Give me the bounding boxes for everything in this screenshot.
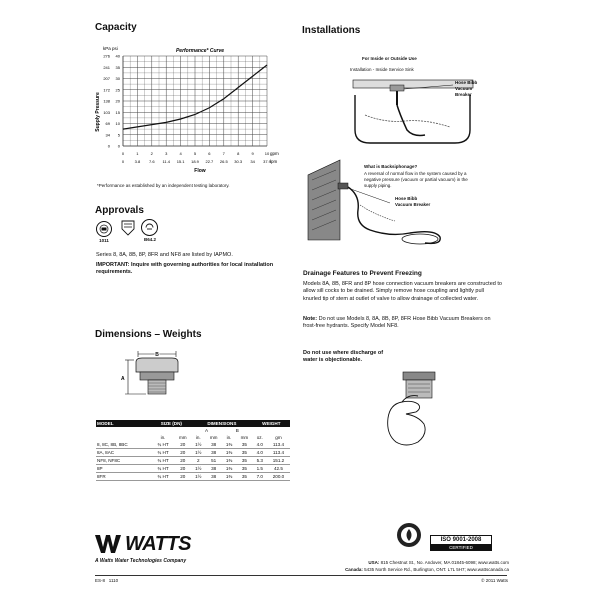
asse-seal: [96, 221, 112, 243]
table-cell: 38: [205, 441, 221, 449]
unit-cell: mm: [209, 434, 218, 440]
y-tick-label-kpa: 34: [105, 132, 110, 138]
x-tick-label-gpm: 9: [251, 151, 254, 156]
table-cell: 20: [174, 473, 191, 481]
backsiphonage-illustration: [300, 155, 470, 250]
chart-title: Performance* Curve: [175, 48, 225, 54]
y-tick-label-psi: 0: [117, 143, 120, 149]
x-tick-label-lpm: 11.4: [162, 159, 170, 164]
table-cell: 1⅜: [222, 441, 236, 449]
usa-label: USA:: [368, 560, 380, 565]
table-row: [96, 465, 290, 473]
table-cell: 113.4: [267, 449, 290, 457]
asse-seal-icon: [96, 221, 112, 237]
table-cell: 7.0: [253, 473, 267, 481]
dim-label-b: B: [155, 352, 159, 358]
csa-seal-icon: [141, 219, 158, 236]
y-tick-label-psi: 35: [115, 64, 120, 70]
unit-cell: gm: [275, 434, 282, 440]
x-axis-label: Flow: [194, 168, 206, 174]
table-cell: 35: [236, 449, 252, 457]
table-cell: 38: [205, 449, 221, 457]
col-weight: WEIGHT: [253, 420, 290, 427]
unit-cell: in.: [195, 434, 201, 440]
vacuum-breaker-dimension-drawing: [118, 348, 198, 400]
doc-rev-value: 1110: [108, 578, 119, 583]
table-cell: 1⅜: [222, 465, 236, 473]
y-tick-label-psi: 40: [115, 53, 120, 59]
table-cell: 1⅜: [222, 457, 236, 465]
y-tick-label-kpa: 69: [105, 121, 110, 126]
x-tick-label-gpm: 2: [150, 151, 153, 156]
y-tick-label-psi: 15: [115, 109, 120, 115]
table-cell: 151.2: [267, 457, 290, 465]
iso-certified: CERTIFIED: [430, 545, 492, 551]
drainage-body: Models 8A, 8B, 8FR and 8P hose connection vacuum breakers are constructed to allow sill cocks to be drained. Simply remove hose coupling and lightly pull knurled tip of stem at outlet of valve to allow drainage of collected water.: [303, 281, 502, 302]
table-cell: 200.0: [267, 473, 290, 481]
table-cell: ¾ HT: [152, 465, 175, 473]
x-tick-label-lpm: 15.1: [176, 159, 185, 164]
sink-caption: Installation - Inside Service Sink: [350, 67, 414, 72]
y-tick-label-kpa: 138: [103, 98, 110, 104]
table-cell: 1½: [191, 449, 205, 457]
x-tick-label-lpm: 30.3: [234, 159, 243, 164]
dimensions-table-wrap: [96, 420, 290, 481]
table-cell: 2: [191, 457, 205, 465]
x-tick-label-gpm: 1: [136, 151, 139, 156]
x-tick-label-lpm: 22.7: [205, 159, 214, 164]
iso-text: ISO 9001-2008: [430, 535, 492, 545]
copyright: © 2011 Watts: [481, 578, 508, 583]
capacity-heading: Capacity: [95, 22, 137, 33]
x-tick-label-gpm: 10: [264, 151, 270, 156]
table-cell: 1½: [191, 465, 205, 473]
x-tick-label-gpm: 7: [222, 151, 225, 156]
x-tick-label-gpm: 3: [165, 151, 168, 156]
y-axis-label: Supply Pressure: [95, 92, 101, 132]
table-cell: 1.5: [253, 465, 267, 473]
x-tick-label-gpm: 0: [121, 151, 125, 156]
backsiphonage-question: What is Backsiphonage?: [364, 164, 418, 169]
hand-draining-illustration: [378, 368, 453, 448]
col-size: SIZE (DN): [152, 420, 192, 427]
drainage-note: [303, 316, 503, 331]
approvals-listed-text: Series 8, 8A, 8B, 8P, 8FR and NF8 are listed by IAPMO.: [96, 252, 233, 258]
y-tick-label-psi: 5: [117, 132, 120, 138]
x-units-bottom: lpm: [270, 159, 278, 164]
y-tick-label-kpa: 103: [103, 109, 110, 115]
table-cell: 8, 8C, 8B, 8BC: [96, 441, 152, 449]
environmental-seal: [396, 522, 422, 553]
table-row: [96, 449, 290, 457]
note-label: Note:: [303, 316, 318, 322]
table-cell: 38: [205, 465, 221, 473]
y-tick-label-psi: 10: [115, 121, 120, 126]
unit-cell: in.: [160, 434, 166, 440]
table-cell: 38: [205, 473, 221, 481]
table-cell: 35: [236, 465, 252, 473]
dim-label-a: A: [121, 376, 125, 382]
table-cell: 8P: [96, 465, 152, 473]
unit-cell: in.: [226, 434, 232, 440]
table-cell: 20: [174, 449, 191, 457]
table-cell: 4.0: [253, 441, 267, 449]
col-model: MODEL: [96, 420, 152, 427]
approvals-important-text: IMPORTANT: Inquire with governing authorities for local installation requirements.: [96, 262, 274, 276]
canada-address: 5435 North Service Rd., Burlington, ONT. L7L 5H7; www.wattscanada.ca: [364, 566, 509, 572]
drainage-heading: Drainage Features to Prevent Freezing: [303, 270, 422, 277]
col-dim-b: B: [235, 427, 239, 433]
iapmo-seal: [120, 219, 136, 242]
y-tick-label-kpa: 241: [103, 64, 110, 70]
footer-divider: [95, 575, 507, 576]
note-text: Do not use Models 8, 8A, 8B, 8P, 8FR Hose Bibb Vacuum Breakers on frost-free hydrants. Specify Model NF8.: [303, 316, 491, 330]
y-tick-label-kpa: 276: [103, 53, 110, 59]
y-tick-label-kpa: 0: [107, 143, 110, 149]
usa-address: 815 Chestnut St., No. Andover, MA 01845-6098; www.watts.com: [380, 560, 509, 565]
unit-cell: oz.: [256, 434, 263, 440]
x-tick-label-gpm: 6: [208, 151, 211, 156]
unit-cell: mm: [240, 434, 249, 440]
x-tick-label-lpm: 18.9: [191, 159, 199, 164]
csa-seal: [141, 219, 159, 242]
y-tick-label-psi: 20: [115, 98, 120, 104]
table-cell: 42.5: [267, 465, 290, 473]
doc-code: [95, 578, 118, 583]
table-cell: ¾ HT: [152, 457, 175, 465]
x-tick-label-lpm: 0: [121, 159, 125, 164]
table-row: [96, 441, 290, 449]
table-row: [96, 457, 290, 465]
inside-outside-text: For Inside or Outside Use: [362, 56, 417, 61]
table-cell: 20: [174, 465, 191, 473]
watts-logo: [95, 535, 191, 553]
iso-badge: [430, 535, 492, 551]
col-dim-a: A: [204, 427, 209, 433]
hbvb-label-2: Hose Bibb Vacuum Breaker: [395, 196, 431, 207]
doc-code-value: ES-8: [95, 578, 106, 583]
table-cell: NF8, NF8C: [96, 457, 152, 465]
table-cell: 4.0: [253, 449, 267, 457]
x-tick-label-lpm: 7.6: [149, 159, 155, 164]
y-tick-label-kpa: 207: [103, 76, 110, 81]
x-tick-label-gpm: 4: [179, 151, 182, 156]
table-cell: 1½: [191, 473, 205, 481]
capacity-footnote: *Performance as established by an independent testing laboratory.: [97, 183, 230, 188]
asse-caption: 1011: [99, 238, 109, 243]
table-cell: 8A, 8AC: [96, 449, 152, 457]
unit-cell: mm: [178, 434, 187, 440]
table-cell: 113.4: [267, 441, 290, 449]
table-cell: ¾ HT: [152, 473, 175, 481]
table-cell: 1½: [191, 441, 205, 449]
installations-heading: Installations: [302, 25, 361, 36]
table-cell: ¾ HT: [152, 441, 175, 449]
table-cell: ¾ HT: [152, 449, 175, 457]
x-tick-label-lpm: 26.5: [219, 159, 228, 164]
table-cell: 35: [236, 457, 252, 465]
dimensions-table: [96, 420, 290, 481]
table-cell: 8FR: [96, 473, 152, 481]
table-cell: 1⅜: [222, 449, 236, 457]
y-tick-label-psi: 25: [115, 87, 120, 93]
hbvb-label-1: Hose Bibb Vacuum Breaker: [455, 80, 478, 97]
y-tick-label-psi: 30: [115, 76, 120, 81]
col-dimensions: DIMENSIONS: [191, 420, 253, 427]
x-tick-label-lpm: 37.9: [263, 159, 271, 164]
x-units-top: gpm: [270, 151, 279, 156]
x-tick-label-lpm: 3.8: [134, 159, 141, 164]
table-cell: 1⅜: [222, 473, 236, 481]
iapmo-upc-seal-icon: [120, 219, 136, 237]
table-cell: 5.3: [253, 457, 267, 465]
x-tick-label-lpm: 34: [250, 159, 255, 164]
footer-addresses: [324, 560, 509, 573]
csa-caption: B64.2: [143, 237, 156, 242]
approvals-heading: Approvals: [95, 205, 144, 216]
table-cell: 35: [236, 441, 252, 449]
x-tick-label-gpm: 8: [237, 151, 240, 156]
dimensions-heading: Dimensions – Weights: [95, 329, 202, 340]
table-cell: 35: [236, 473, 252, 481]
x-tick-label-gpm: 5: [193, 151, 197, 156]
table-cell: 20: [174, 457, 191, 465]
table-row: [96, 473, 290, 481]
drainage-warning: Do not use where discharge of water is objectionable.: [303, 350, 384, 364]
footer-tagline: A Watts Water Technologies Company: [95, 558, 187, 564]
table-cell: 51: [205, 457, 221, 465]
canada-label: Canada:: [345, 566, 363, 572]
unit-cell: [96, 434, 152, 441]
y-tick-label-kpa: 172: [103, 87, 110, 93]
backsiphonage-text: A reversal of normal flow in the system caused by a negative pressure (vacuum or partial vacuum) in the supply piping.: [364, 171, 468, 188]
leaf-seal-icon: [396, 522, 422, 548]
watts-w-mark-icon: [95, 535, 125, 553]
watts-brand: WATTS: [125, 533, 192, 555]
table-cell: 20: [174, 441, 191, 449]
y-units: kPa psi: [103, 46, 118, 51]
performance-chart: [95, 42, 295, 182]
